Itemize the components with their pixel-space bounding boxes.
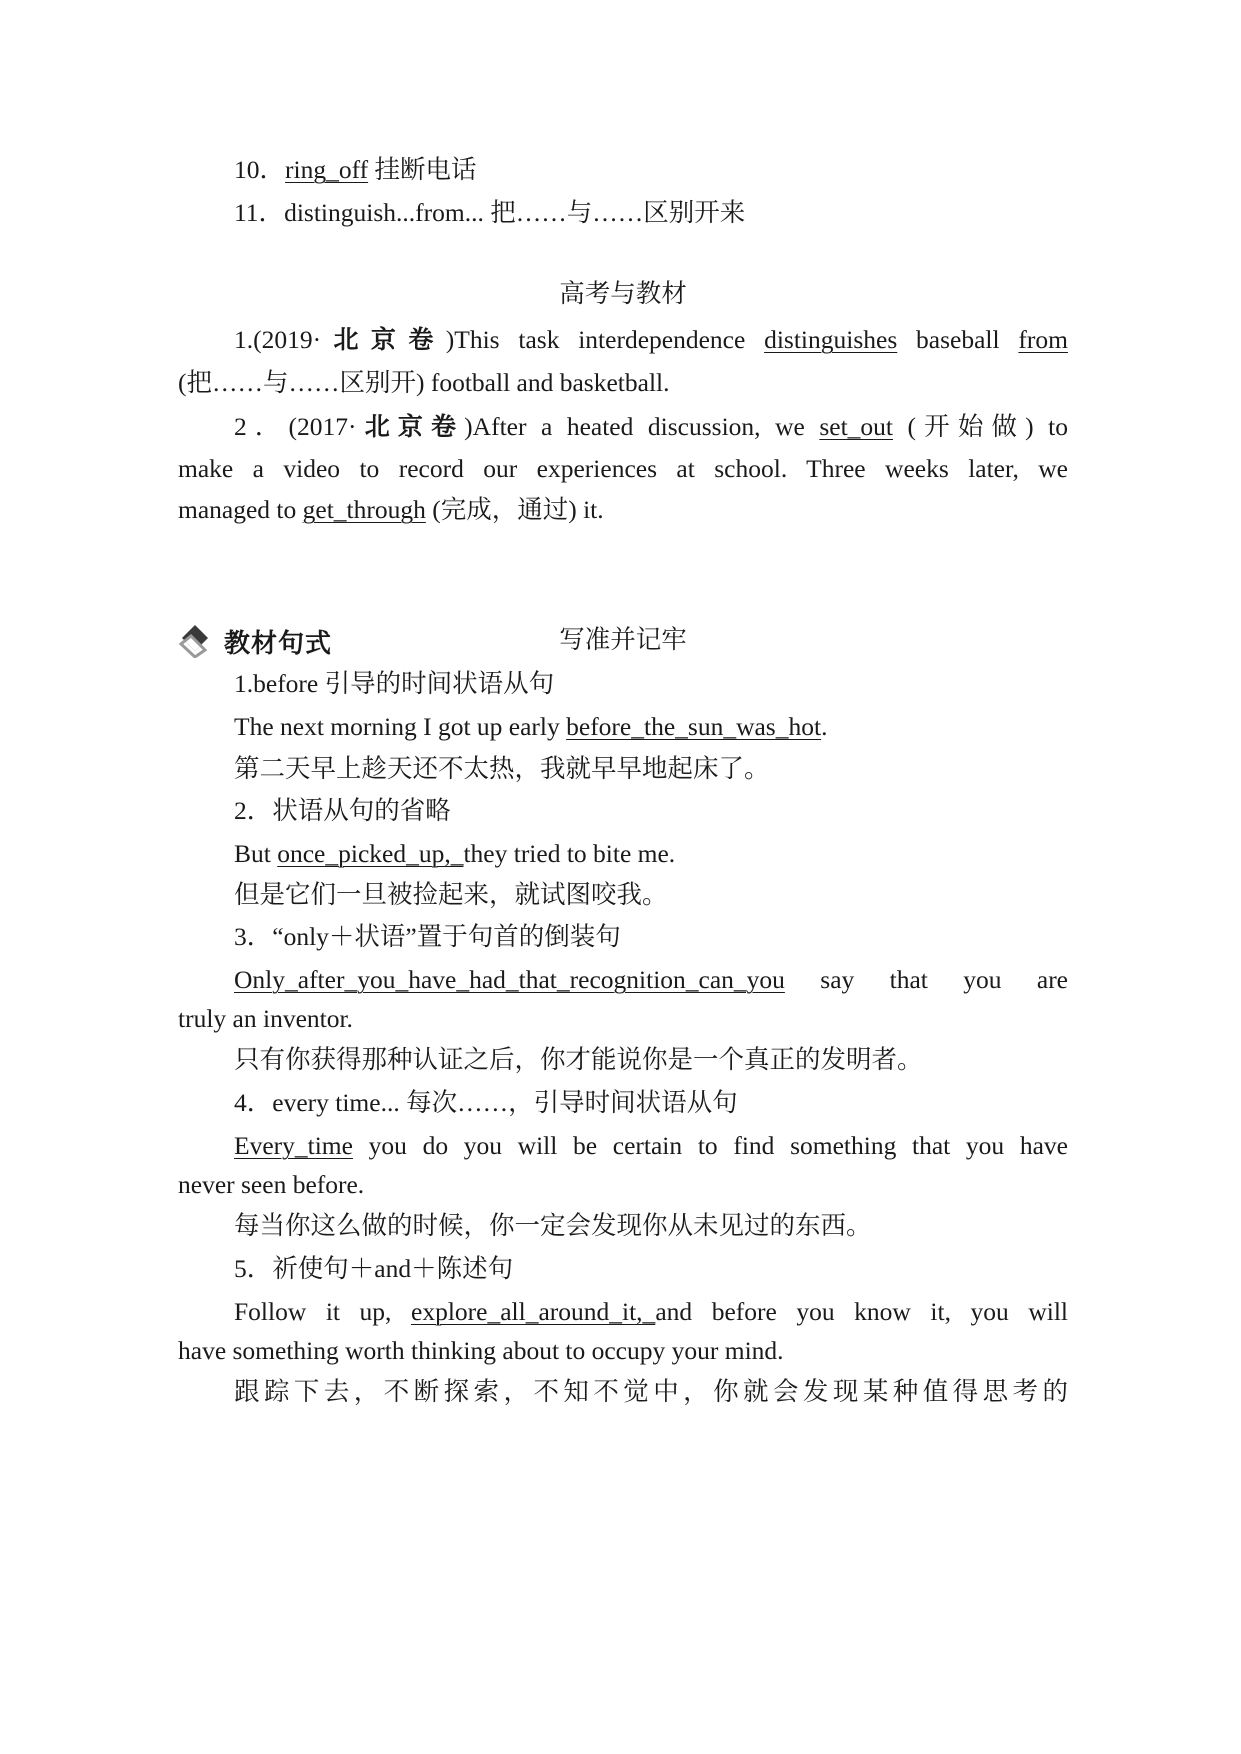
s4-text: you do you will be certain to find something that you have — [352, 1131, 1068, 1160]
q2-answer-2: get_through — [302, 495, 426, 524]
sentence-4-zh: 每当你这么做的时候，你一定会发现你从未见过的东西。 — [234, 1211, 872, 1240]
sentence-1-zh: 第二天早上趁天还不太热，我就早早地起床了。 — [234, 754, 770, 783]
sentence-2-head: 2．状语从句的省略 — [234, 796, 451, 825]
sentence-3-en-line2: truly an inventor. — [178, 1004, 353, 1033]
sentence-5-en-line2: have something worth thinking about to occupy your mind. — [178, 1336, 784, 1365]
sentence-4-en-line2: never seen before. — [178, 1170, 365, 1199]
s5-answer: explore_all_around_it,_ — [411, 1297, 656, 1326]
vocab-item-11 — [178, 196, 1068, 230]
sentence-5-en — [178, 1295, 1068, 1329]
s2-text: But — [234, 839, 278, 868]
gaokao-heading: 高考与教材 — [559, 279, 687, 308]
gaokao-q2-line3 — [178, 493, 1068, 527]
phrase-meaning: 把……与……区别开来 — [483, 198, 746, 227]
s2-text: they tried to bite me. — [463, 839, 676, 868]
q2-text: )After a heated discussion, we — [464, 412, 820, 441]
sentence-1-en — [178, 710, 1068, 744]
phrase-meaning: 挂断电话 — [368, 155, 477, 184]
q1-source: 北京卷 — [321, 325, 446, 354]
item-number: 10． — [234, 155, 286, 184]
gaokao-q1-line2: (把……与……区别开) football and basketball. — [178, 368, 670, 397]
gaokao-q1-line1 — [178, 323, 1068, 357]
sentence-5-head: 5．祈使句＋and＋陈述句 — [234, 1254, 514, 1283]
sentence-3-zh: 只有你获得那种认证之后，你才能说你是一个真正的发明者。 — [234, 1045, 923, 1074]
item-number: 11． — [234, 198, 285, 227]
q2-text: (完成，通过) it. — [425, 495, 604, 524]
q1-answer-1: distinguishes — [764, 325, 898, 354]
sentence-2-zh: 但是它们一旦被捡起来，就试图咬我。 — [234, 880, 668, 909]
s1-answer: before_the_sun_was_hot — [566, 712, 822, 741]
sentence-2-en — [178, 837, 1068, 871]
vocab-item-10 — [178, 153, 1068, 187]
vocab-phrase: distinguish...from... — [284, 198, 484, 227]
q2-source: 北京卷 — [356, 412, 465, 441]
section-title: 教材句式 — [224, 628, 333, 659]
q1-prefix: 1.(2019· — [234, 325, 322, 354]
s5-text: Follow it up, — [234, 1297, 411, 1326]
gaokao-q2-line1 — [178, 410, 1068, 444]
sentence-5-zh: 跟踪下去，不断探索，不知不觉中，你就会发现某种值得思考的 — [234, 1377, 1068, 1406]
s1-text: The next morning I got up early — [234, 712, 567, 741]
s4-answer: Every_time — [234, 1131, 353, 1160]
s5-text: and before you know it, you will — [655, 1297, 1068, 1326]
s1-text: . — [821, 712, 828, 741]
sentence-3-en — [178, 963, 1068, 997]
gaokao-q2-line2: make a video to record our experiences at school. Three weeks later, we — [178, 454, 1068, 483]
q1-answer-2: from — [1018, 325, 1068, 354]
s2-answer: once_picked_up,_ — [277, 839, 464, 868]
q2-prefix: 2．(2017· — [234, 412, 357, 441]
sentence-1-head: 1.before 引导的时间状语从句 — [234, 669, 555, 698]
sentence-4-en — [178, 1129, 1068, 1163]
q1-text: baseball — [897, 325, 1019, 354]
q2-answer-1: set_out — [819, 412, 893, 441]
q1-text: )This task interdependence — [445, 325, 765, 354]
s3-text: say that you are — [784, 965, 1068, 994]
s3-answer: Only_after_you_have_had_that_recognition_can_you — [234, 965, 785, 994]
sentence-4-head: 4．every time... 每次……，引导时间状语从句 — [234, 1088, 738, 1117]
answer-phrase: ring_off — [285, 155, 369, 184]
q2-text: managed to — [178, 495, 303, 524]
section-subheading: 写准并记牢 — [559, 625, 687, 654]
sentence-3-head: 3．“only＋状语”置于句首的倒装句 — [234, 922, 621, 951]
q2-text: (开始做) to — [893, 412, 1068, 441]
